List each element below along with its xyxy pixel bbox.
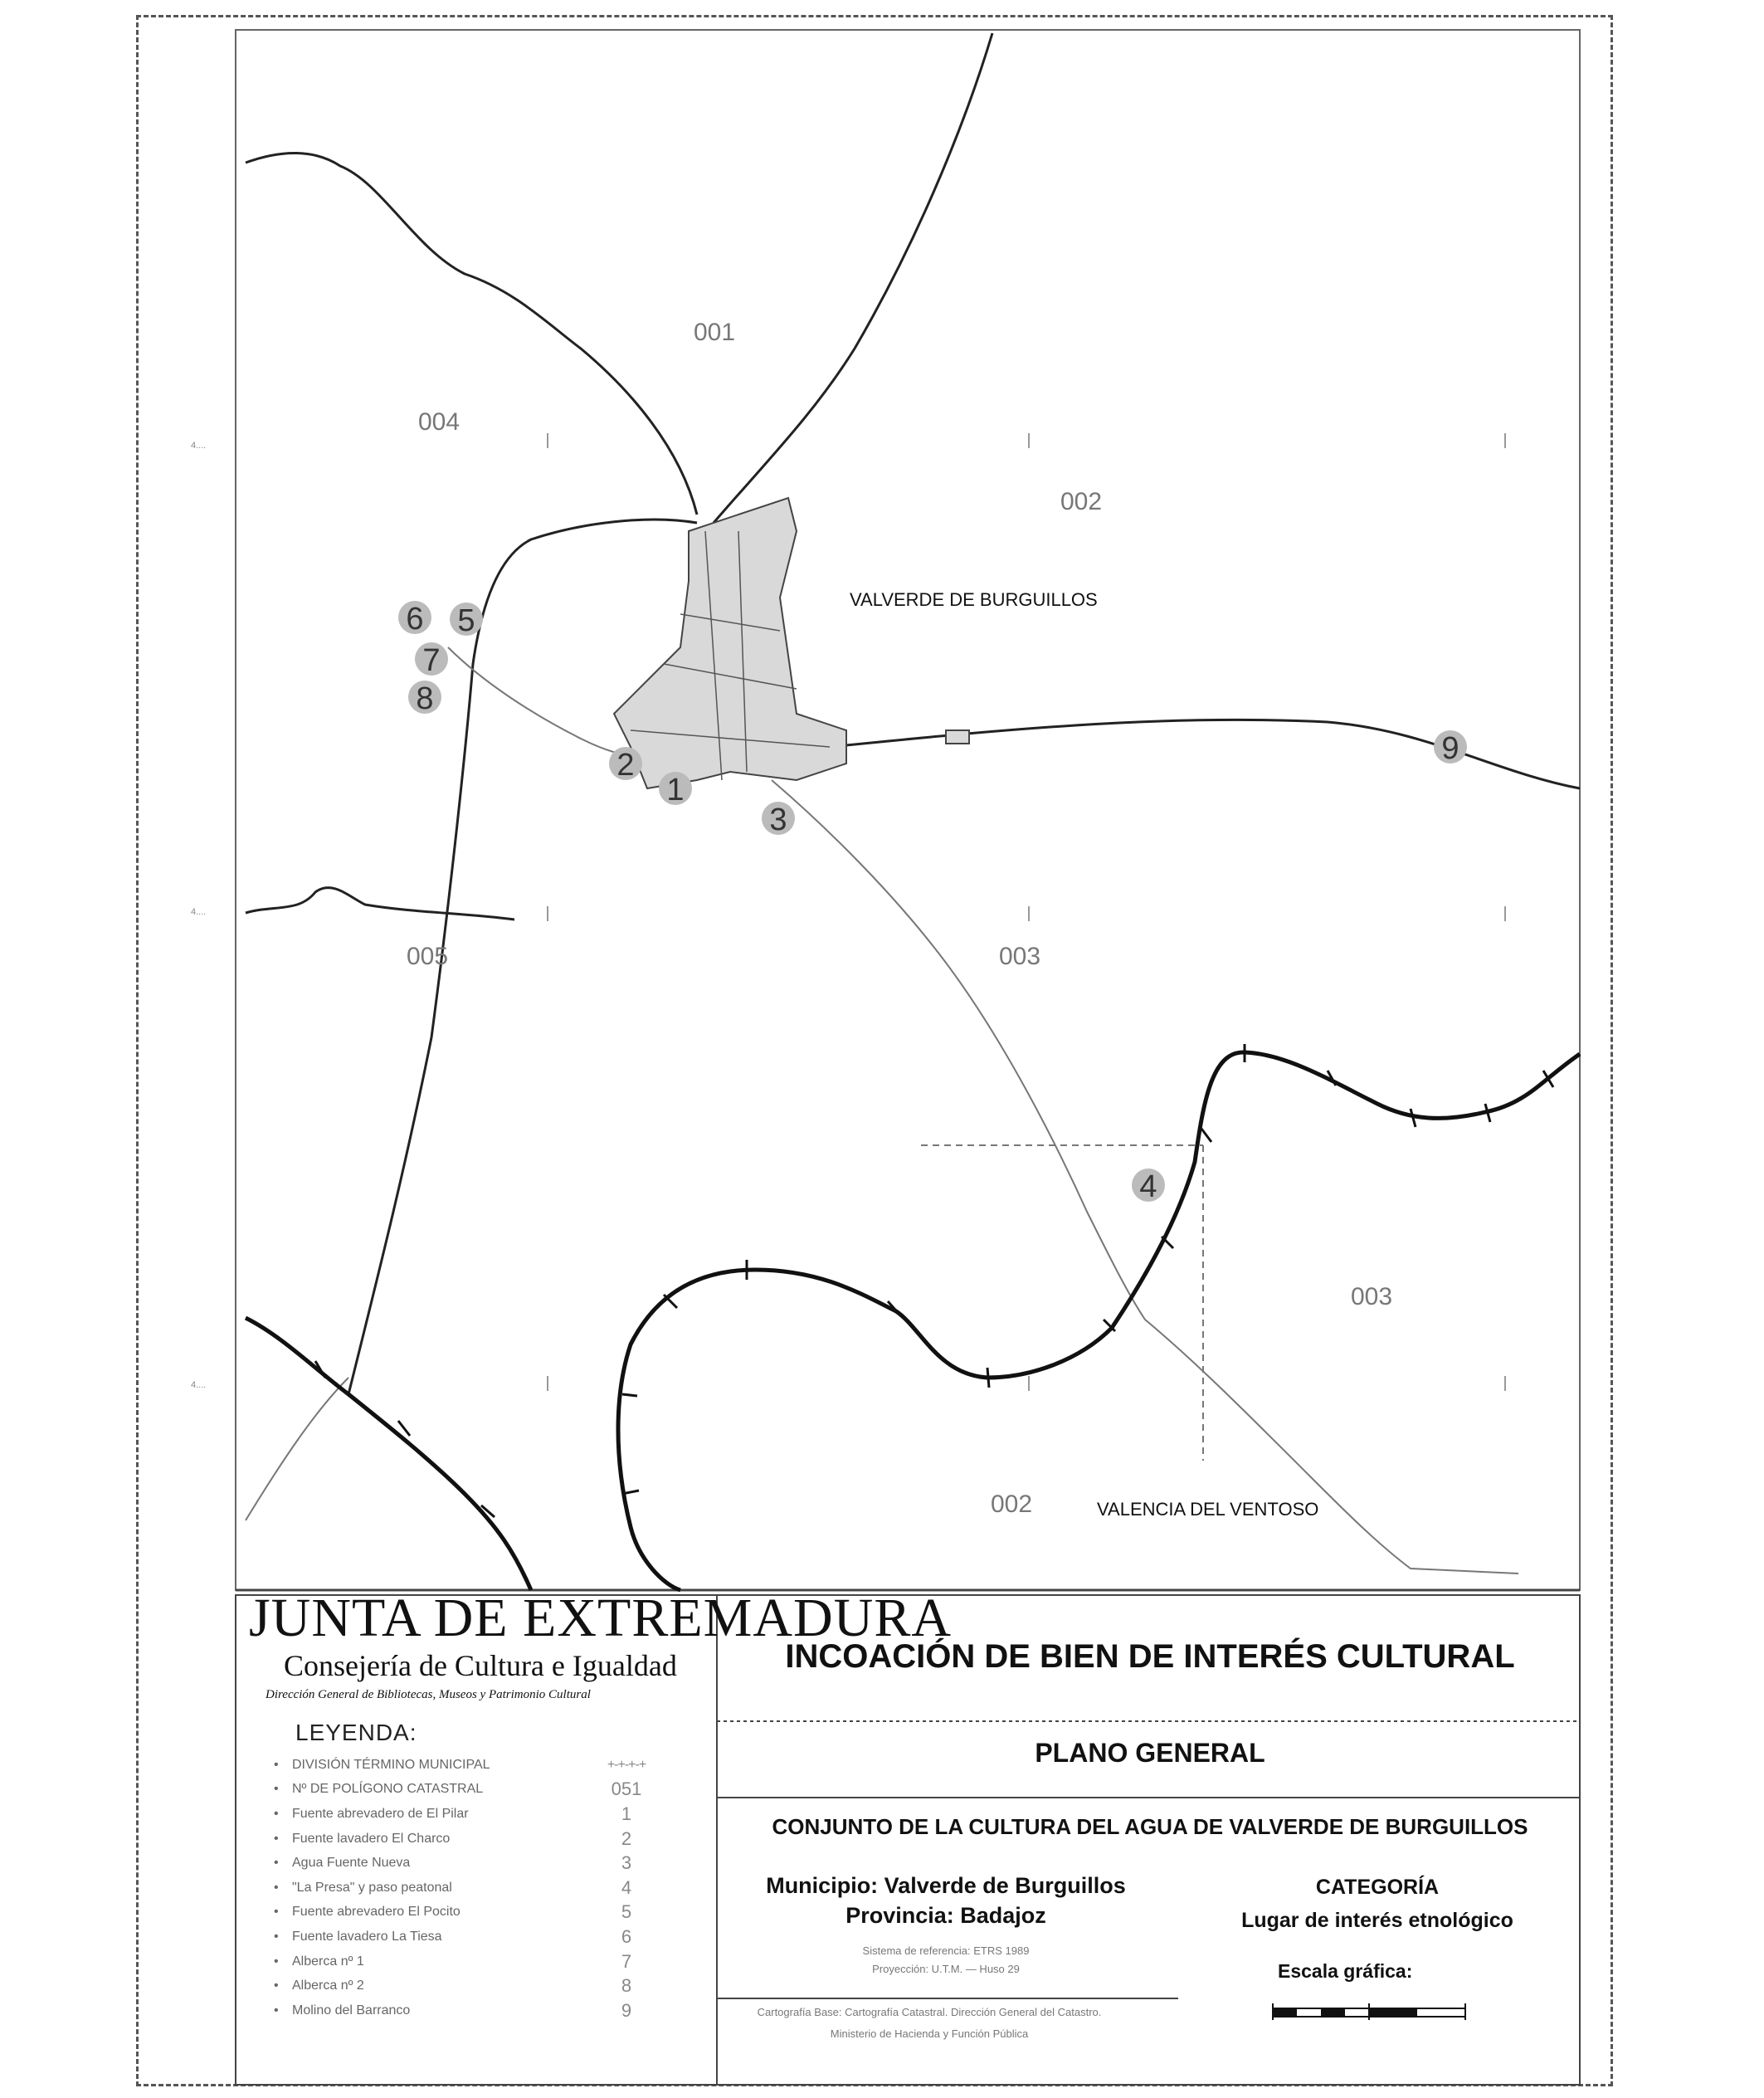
marker-symbol: 4: [621, 1876, 632, 1898]
legend-item: • Fuente lavadero El Charco 2: [274, 1827, 672, 1852]
svg-text:2: 2: [616, 748, 635, 783]
svg-text:9: 9: [1441, 731, 1459, 766]
svg-text:5: 5: [457, 603, 475, 638]
legend-item: • Nº DE POLÍGONO CATASTRAL 051: [274, 1778, 672, 1803]
site-markers: [398, 601, 1467, 1204]
town-label-valencia: VALENCIA DEL VENTOSO: [1097, 1499, 1319, 1520]
reference-system: Sistema de referencia: ETRS 1989: [862, 1944, 1030, 1957]
legend-list: [274, 1753, 672, 2023]
urban-area: [614, 498, 969, 788]
province: Provincia: Badajoz: [845, 1903, 1046, 1928]
boundary-symbol: +-+-+-+: [607, 1757, 646, 1772]
site-marker-6: [398, 601, 431, 637]
site-marker-9: [1434, 730, 1467, 766]
parcel-label: 003: [1351, 1283, 1393, 1310]
svg-text:8: 8: [416, 681, 434, 716]
parcel-label: 002: [991, 1491, 1033, 1518]
site-marker-2: [609, 747, 642, 783]
location-block: [730, 1871, 1162, 1930]
parcel-label: 001: [694, 319, 736, 346]
marker-symbol: 9: [621, 1999, 632, 2021]
reference-block: [747, 1942, 1145, 1978]
projection: Proyección: U.T.M. — Huso 29: [872, 1963, 1020, 1975]
site-marker-3: [762, 802, 795, 837]
scale-label: Escala gráfica:: [1278, 1960, 1413, 1982]
svg-text:3: 3: [769, 803, 787, 837]
boundary-west-mid: [246, 888, 514, 920]
svg-text:1: 1: [666, 773, 685, 807]
site-marker-4: [1132, 1169, 1165, 1204]
marker-symbol: 3: [621, 1852, 632, 1874]
parcel-label: 005: [407, 943, 449, 970]
legend-item: • Fuente abrevadero El Pocito 5: [274, 1900, 672, 1925]
legend-title: LEYENDA:: [295, 1720, 417, 1745]
category-block: [1211, 1871, 1543, 1937]
svg-text:6: 6: [406, 602, 424, 637]
parcel-label: 003: [999, 943, 1041, 970]
map-border: [236, 30, 1580, 1590]
marker-symbol: 8: [621, 1975, 632, 1997]
boundary-northwest: [246, 153, 697, 515]
parcel-label: 002: [1060, 488, 1103, 515]
legend-item: • Alberca nº 2 8: [274, 1974, 672, 1998]
svg-text:4....: 4....: [191, 1380, 207, 1390]
legend-item: • Agua Fuente Nueva 3: [274, 1851, 672, 1876]
legend-item: • Alberca nº 1 7: [274, 1949, 672, 1974]
category-value: Lugar de interés etnológico: [1241, 1909, 1513, 1932]
boundary-east: [830, 720, 1580, 788]
org-title: JUNTA DE EXTREMADURA: [249, 1588, 953, 1648]
svg-text:7: 7: [422, 643, 441, 678]
svg-text:4....: 4....: [191, 907, 207, 917]
legend-item: • "La Presa" y paso peatonal 4: [274, 1876, 672, 1900]
roads: [246, 647, 1518, 1574]
main-title: INCOACIÓN DE BIEN DE INTERÉS CULTURAL: [785, 1638, 1515, 1675]
site-marker-7: [415, 642, 448, 678]
plan-type: PLANO GENERAL: [1035, 1738, 1265, 1768]
svg-text:4....: 4....: [191, 441, 207, 451]
marker-symbol: 7: [621, 1950, 632, 1972]
boundary-north: [714, 33, 992, 523]
marker-symbol: 5: [621, 1901, 632, 1923]
legend-item: • Fuente abrevadero de El Pilar 1: [274, 1802, 672, 1827]
legend-item: • Fuente lavadero La Tiesa 6: [274, 1925, 672, 1949]
scale-bar: [1269, 1998, 1469, 2023]
boundary-west: [348, 520, 697, 1394]
municipality: Municipio: Valverde de Burguillos: [766, 1873, 1126, 1898]
svg-text:4: 4: [1139, 1169, 1157, 1204]
parcel-symbol: 051: [611, 1778, 642, 1800]
municipal-boundaries: [246, 1052, 1580, 1590]
org-subtitle: Consejería de Cultura e Igualdad: [284, 1649, 677, 1682]
parcel-label: 004: [418, 408, 460, 436]
road-west: [448, 647, 639, 757]
building-east: [946, 730, 969, 744]
marker-symbol: 2: [621, 1827, 632, 1849]
marker-symbol: 6: [621, 1925, 632, 1947]
plan-subject: CONJUNTO DE LA CULTURA DEL AGUA DE VALVERDE DE BURGUILLOS: [772, 1814, 1528, 1839]
road-southwest: [246, 1378, 348, 1520]
cartography-ministry: Ministerio de Hacienda y Función Pública: [830, 2027, 1029, 2040]
coordinate-ticks: [191, 441, 206, 1390]
legend-item: • Molino del Barranco 9: [274, 1998, 672, 2023]
boundary-crosses: [315, 1044, 1553, 1517]
cartography-block: [730, 2002, 1128, 2045]
legend-item: • DIVISIÓN TÉRMINO MUNICIPAL +-+-+-+: [274, 1753, 672, 1778]
site-marker-8: [408, 681, 441, 716]
marker-symbol: 1: [621, 1803, 632, 1824]
parcel-labels: [407, 319, 1392, 1518]
category-label: CATEGORÍA: [1315, 1876, 1440, 1899]
cartography-source: Cartografía Base: Cartografía Catastral. Dirección General del Catastro.: [757, 2006, 1102, 2018]
town-label-valverde: VALVERDE DE BURGUILLOS: [850, 589, 1098, 610]
org-department: Dirección General de Bibliotecas, Museos y Patrimonio Cultural: [266, 1688, 591, 1701]
site-marker-1: [659, 772, 692, 807]
parcel-boundaries: [246, 33, 1580, 1394]
